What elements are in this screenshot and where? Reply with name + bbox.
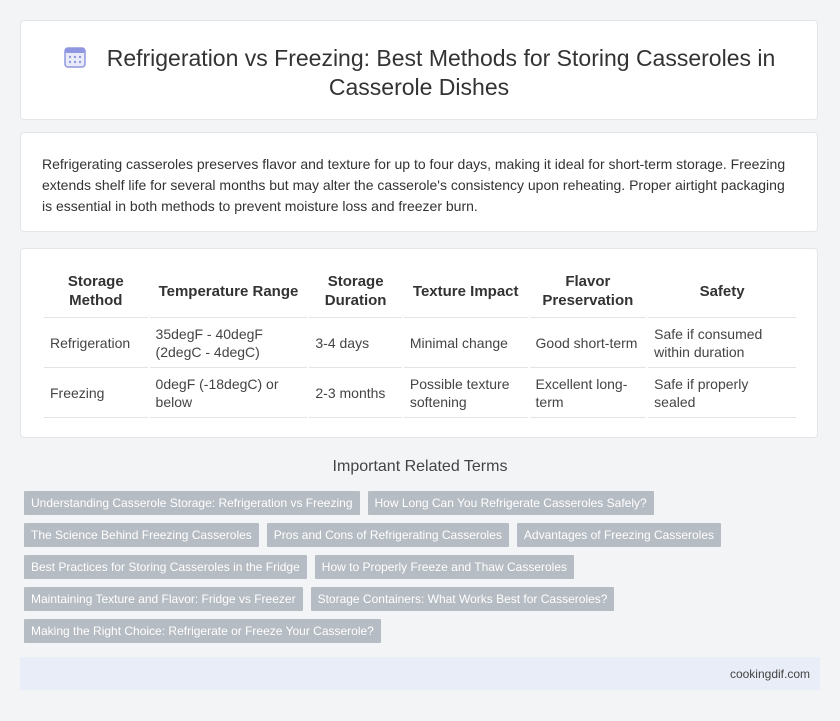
table-cell: Possible texture softening xyxy=(404,368,528,418)
table-cell: Safe if consumed within duration xyxy=(648,318,796,368)
column-header: Texture Impact xyxy=(404,269,528,318)
table-cell: Minimal change xyxy=(404,318,528,368)
table-cell: 35degF - 40degF (2degC - 4degC) xyxy=(150,318,308,368)
table-header-row xyxy=(44,269,796,318)
title-card xyxy=(20,20,818,120)
table-cell: 3-4 days xyxy=(309,318,401,368)
intro-card xyxy=(20,132,818,232)
related-terms-list xyxy=(24,491,724,651)
tag-row xyxy=(24,523,724,547)
table-row xyxy=(44,368,796,418)
footer xyxy=(20,657,820,690)
calendar-icon xyxy=(63,45,87,69)
page-title-wrap xyxy=(21,44,817,102)
table-cell: 0degF (-18degC) or below xyxy=(150,368,308,418)
table-cell: Freezing xyxy=(44,368,148,418)
related-term-link[interactable]: Storage Containers: What Works Best for Casseroles? xyxy=(311,587,615,611)
table-cell: Good short-term xyxy=(530,318,647,368)
related-term-link[interactable]: Advantages of Freezing Casseroles xyxy=(517,523,721,547)
related-term-link[interactable]: Making the Right Choice: Refrigerate or Freeze Your Casserole? xyxy=(24,619,381,643)
tag-row xyxy=(24,587,724,611)
tag-row xyxy=(24,619,724,643)
column-header: Storage Duration xyxy=(309,269,401,318)
related-term-link[interactable]: Understanding Casserole Storage: Refrigeration vs Freezing xyxy=(24,491,360,515)
table-row xyxy=(44,318,796,368)
table-cell: 2-3 months xyxy=(309,368,401,418)
related-term-link[interactable]: Maintaining Texture and Flavor: Fridge vs Freezer xyxy=(24,587,303,611)
table-cell: Refrigeration xyxy=(44,318,148,368)
table-cell: Safe if properly sealed xyxy=(648,368,796,418)
intro-paragraph: Refrigerating casseroles preserves flavor and texture for up to four days, making it ideal for short-term storage. Freezing extends shelf life for several months but may alter the casserole's consistency upon reheating. Proper airtight packaging is essential in both methods to prevent moisture loss and freezer burn. xyxy=(42,156,786,214)
related-term-link[interactable]: Pros and Cons of Refrigerating Casseroles xyxy=(267,523,509,547)
page-title: Refrigeration vs Freezing: Best Methods for Storing Casseroles in Casserole Dishes xyxy=(106,45,776,100)
related-terms-heading: Important Related Terms xyxy=(332,458,508,475)
related-term-link[interactable]: How Long Can You Refrigerate Casseroles Safely? xyxy=(368,491,654,515)
footer-site-name[interactable]: cookingdif.com xyxy=(729,667,810,681)
storage-comparison-table xyxy=(42,269,798,418)
column-header: Flavor Preservation xyxy=(530,269,647,318)
column-header: Temperature Range xyxy=(150,269,308,318)
tag-row xyxy=(24,555,724,579)
related-term-link[interactable]: The Science Behind Freezing Casseroles xyxy=(24,523,259,547)
column-header: Storage Method xyxy=(44,269,148,318)
related-term-link[interactable]: How to Properly Freeze and Thaw Casseroles xyxy=(315,555,574,579)
tag-row xyxy=(24,491,724,515)
table-cell: Excellent long-term xyxy=(530,368,647,418)
table-card xyxy=(20,248,818,438)
column-header: Safety xyxy=(648,269,796,318)
related-term-link[interactable]: Best Practices for Storing Casseroles in the Fridge xyxy=(24,555,307,579)
